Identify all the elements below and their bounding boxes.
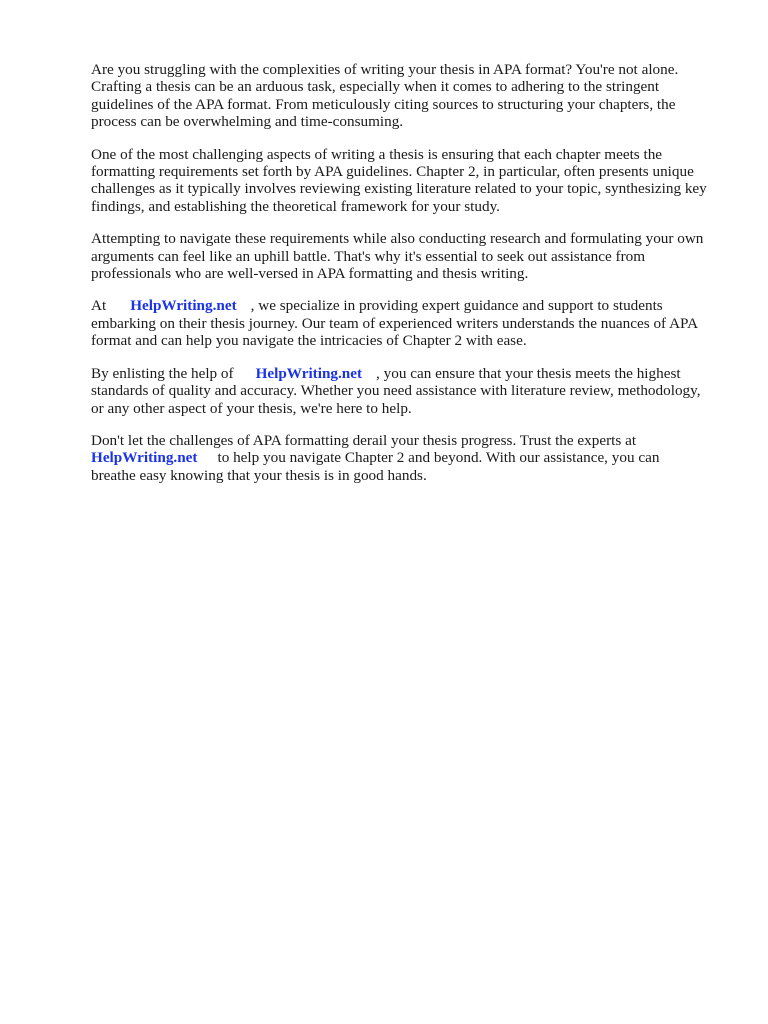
text-fragment: By enlisting the help of bbox=[91, 364, 234, 382]
text-line: One of the most challenging aspects of writing a thesis is ensuring that each chapter meets the bbox=[91, 145, 663, 163]
paragraph-chapter-challenges bbox=[91, 146, 731, 216]
text-line: formatting requirements set forth by APA guidelines. Chapter 2, in particular, often presents unique bbox=[91, 163, 694, 181]
text-fragment: , we specialize in providing expert guidance and support to students bbox=[250, 297, 663, 315]
text-line: arguments can feel like an uphill battle. That's why it's essential to seek out assistance from bbox=[91, 247, 646, 265]
paragraph-enlisting-help bbox=[91, 365, 731, 417]
helpwriting-link[interactable]: HelpWriting.net bbox=[255, 364, 363, 382]
document-body bbox=[91, 61, 731, 499]
text-line: challenges as it typically involves reviewing existing literature related to your topic, synthesizing key bbox=[91, 180, 707, 198]
text-line: findings, and establishing the theoretical framework for your study. bbox=[91, 197, 500, 215]
paragraph-we-specialize bbox=[91, 297, 731, 349]
text-line: process can be overwhelming and time-consuming. bbox=[91, 113, 404, 131]
text-line: embarking on their thesis journey. Our team of experienced writers understands the nuances of APA bbox=[91, 314, 699, 332]
text-line: format and can help you navigate the intricacies of Chapter 2 with ease. bbox=[91, 332, 527, 350]
text-line: Don't let the challenges of APA formatting derail your thesis progress. Trust the experts at bbox=[91, 431, 637, 449]
text-fragment: , you can ensure that your thesis meets the highest bbox=[376, 364, 681, 382]
paragraph-trust-experts bbox=[91, 432, 731, 484]
paragraph-navigate-requirements bbox=[91, 230, 731, 282]
text-line bbox=[91, 297, 731, 314]
text-line: or any other aspect of your thesis, we're here to help. bbox=[91, 399, 412, 417]
helpwriting-link[interactable]: HelpWriting.net bbox=[91, 449, 198, 467]
text-line: Attempting to navigate these requirements while also conducting research and formulating your own bbox=[91, 230, 704, 248]
text-line bbox=[91, 449, 731, 466]
text-fragment: At bbox=[91, 297, 107, 315]
text-fragment: to help you navigate Chapter 2 and beyond. With our assistance, you can bbox=[217, 449, 660, 467]
text-line: standards of quality and accuracy. Whether you need assistance with literature review, methodology, bbox=[91, 382, 701, 400]
text-line bbox=[91, 365, 731, 382]
paragraph-intro bbox=[91, 61, 731, 131]
text-line: breathe easy knowing that your thesis is in good hands. bbox=[91, 466, 427, 484]
text-line: Crafting a thesis can be an arduous task, especially when it comes to adhering to the stringent bbox=[91, 78, 660, 96]
text-line: professionals who are well-versed in APA formatting and thesis writing. bbox=[91, 265, 529, 283]
text-line: Are you struggling with the complexities of writing your thesis in APA format? You're not alone. bbox=[91, 61, 679, 78]
text-line: guidelines of the APA format. From meticulously citing sources to structuring your chapters, the bbox=[91, 95, 676, 113]
helpwriting-link[interactable]: HelpWriting.net bbox=[130, 297, 237, 315]
